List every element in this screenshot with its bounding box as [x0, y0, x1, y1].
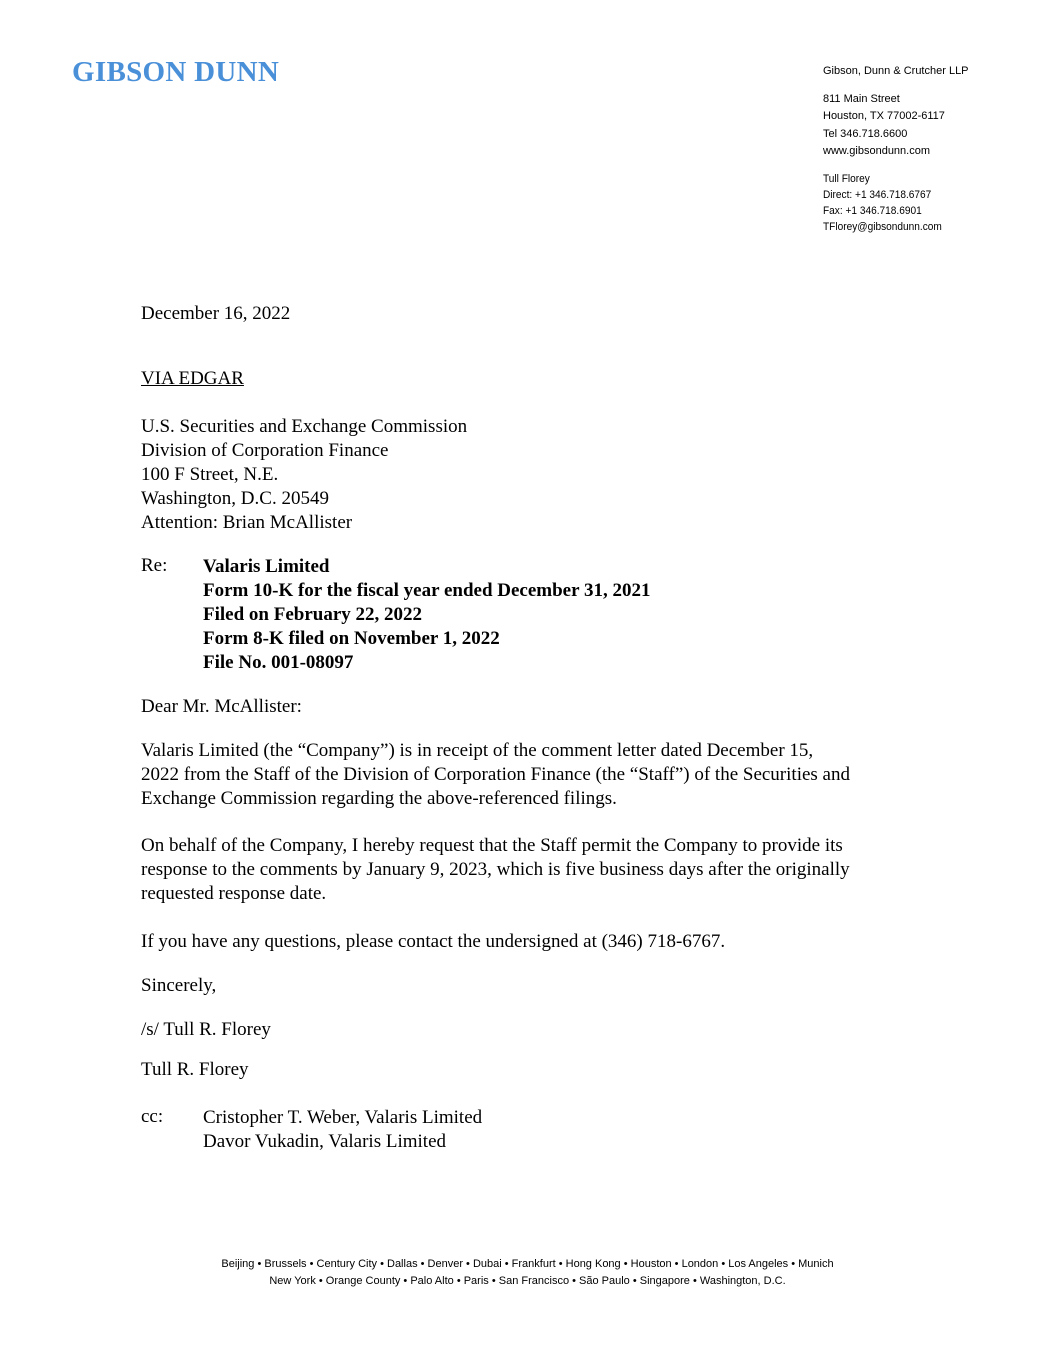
footer-line: New York • Orange County • Palo Alto • Paris • San Francisco • São Paulo • Singapore • Washington, D.C. — [269, 1275, 786, 1287]
re-subject-block — [203, 555, 650, 675]
paragraph-contact: If you have any questions, please contact the undersigned at (346) 718-6767. — [141, 931, 726, 952]
letterhead-contact-block — [823, 63, 969, 235]
signer-name: Tull R. Florey — [141, 1059, 249, 1080]
office-locations-footer — [0, 1256, 1055, 1290]
paragraph-line: Exchange Commission regarding the above-referenced filings. — [141, 788, 617, 809]
recipient-line: Division of Corporation Finance — [141, 440, 389, 461]
cc-label: cc: — [141, 1106, 164, 1127]
paragraph-line: 2022 from the Staff of the Division of Corporation Finance (the “Staff”) of the Securities and — [141, 764, 850, 785]
attorney-direct-phone: Direct: +1 346.718.6767 — [823, 188, 932, 201]
firm-name: Gibson, Dunn & Crutcher LLP — [823, 65, 969, 77]
re-line: Valaris Limited — [203, 556, 330, 577]
firm-telephone: Tel 346.718.6600 — [823, 127, 908, 140]
recipient-line: Washington, D.C. 20549 — [141, 488, 329, 509]
recipient-line: 100 F Street, N.E. — [141, 464, 279, 485]
re-line: Form 10-K for the fiscal year ended December 31, 2021 — [203, 580, 651, 601]
salutation: Dear Mr. McAllister: — [141, 696, 302, 717]
signature: /s/ Tull R. Florey — [141, 1019, 271, 1040]
paragraph-line: Valaris Limited (the “Company”) is in receipt of the comment letter dated December 15, — [141, 740, 814, 761]
recipient-address — [141, 415, 467, 535]
cc-recipient: Cristopher T. Weber, Valaris Limited — [203, 1107, 483, 1128]
recipient-line: Attention: Brian McAllister — [141, 512, 353, 533]
footer-line: Beijing • Brussels • Century City • Dallas • Denver • Dubai • Frankfurt • Hong Kong • Houston • London • Los Angeles • Munich — [221, 1258, 834, 1270]
firm-website[interactable]: www.gibsondunn.com — [823, 145, 931, 157]
paragraph-line: On behalf of the Company, I hereby request that the Staff permit the Company to provide its — [141, 835, 843, 856]
recipient-line: U.S. Securities and Exchange Commission — [141, 416, 468, 437]
attorney-fax: Fax: +1 346.718.6901 — [823, 204, 922, 217]
re-line: File No. 001-08097 — [203, 652, 354, 673]
paragraph-receipt — [141, 739, 850, 811]
paragraph-line: requested response date. — [141, 883, 327, 904]
cc-list — [203, 1106, 482, 1154]
firm-address-street: 811 Main Street — [823, 92, 900, 105]
letter-date: December 16, 2022 — [141, 303, 291, 324]
attorney-email[interactable]: TFlorey@gibsondunn.com — [823, 220, 942, 233]
re-line: Form 8-K filed on November 1, 2022 — [203, 628, 500, 649]
cc-recipient: Davor Vukadin, Valaris Limited — [203, 1131, 447, 1152]
firm-address-city: Houston, TX 77002-6117 — [823, 110, 945, 122]
re-line: Filed on February 22, 2022 — [203, 604, 423, 625]
paragraph-request — [141, 834, 850, 906]
paragraph-line: response to the comments by January 9, 2023, which is five business days after the originally — [141, 859, 850, 880]
closing: Sincerely, — [141, 975, 217, 996]
delivery-method: VIA EDGAR — [141, 368, 244, 389]
firm-logo: GIBSON DUNN — [72, 56, 280, 88]
attorney-name: Tull Florey — [823, 172, 870, 185]
re-label: Re: — [141, 555, 168, 576]
